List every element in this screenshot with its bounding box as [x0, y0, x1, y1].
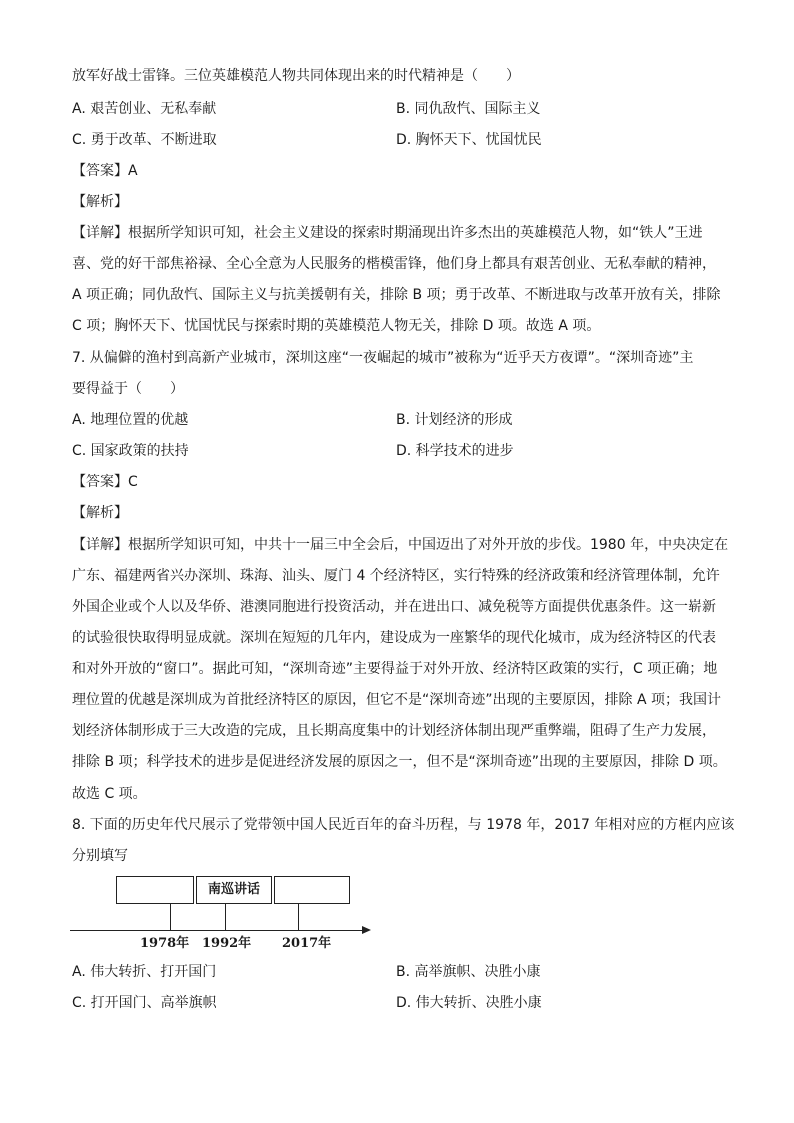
q6-detail-line: A 项正确；同仇敌忾、国际主义与抗美援朝有关，排除 B 项；勇于改革、不断进取与改革开放有关，排除: [72, 287, 721, 303]
timeline-blank-box-2017: [274, 876, 350, 904]
q7-detail-line: 广东、福建两省兴办深圳、珠海、汕头、厦门 4 个经济特区，实行特殊的经济政策和经济管理体制，允许: [72, 568, 720, 584]
q7-detail-line: 故选 C 项。: [72, 786, 147, 802]
q6-option-b: B. 同仇敌忾、国际主义: [396, 101, 541, 117]
question-8-stem: 8. 下面的历史年代尺展示了党带领中国人民近百年的奋斗历程，与 1978 年，2017 年相对应的方框内应该: [72, 817, 735, 833]
q6-analysis-heading: 【解析】: [72, 194, 128, 210]
q6-answer: 【答案】A: [72, 163, 138, 179]
q6-option-c: C. 勇于改革、不断进取: [72, 132, 217, 148]
timeline-year-label: 2017年: [282, 936, 332, 951]
q6-option-a: A. 艰苦创业、无私奉献: [72, 101, 217, 117]
timeline-arrow-icon: [362, 926, 371, 934]
q7-detail-line: 【详解】根据所学知识可知，中共十一届三中全会后，中国迈出了对外开放的步伐。1980 年，中央决定在: [72, 537, 729, 553]
q7-option-a: A. 地理位置的优越: [72, 412, 189, 428]
question-6-stem-tail: 放军好战士雷锋。三位英雄模范人物共同体现出来的时代精神是（ ）: [72, 68, 520, 84]
question-7-stem: 要得益于（ ）: [72, 381, 184, 397]
timeline-tick: [170, 904, 171, 930]
q7-detail-line: 排除 B 项；科学技术的进步是促进经济发展的原因之一，但不是“深圳奇迹”出现的主要原因，排除 D 项。: [72, 754, 727, 770]
q6-detail-line: C 项；胸怀天下、忧国忧民与探索时期的英雄模范人物无关，排除 D 项。故选 A 项。: [72, 318, 601, 334]
timeline-axis: [70, 930, 366, 931]
question-8-stem: 分别填写: [72, 848, 128, 864]
timeline-tick: [298, 904, 299, 930]
q8-option-d: D. 伟大转折、决胜小康: [396, 995, 542, 1011]
q7-option-c: C. 国家政策的扶持: [72, 443, 189, 459]
timeline-year-label: 1978年: [140, 936, 190, 951]
timeline-blank-box-1978: [116, 876, 194, 904]
q6-detail-line: 喜、党的好干部焦裕禄、全心全意为人民服务的楷模雷锋，他们身上都具有艰苦创业、无私奉献的精神，: [72, 256, 716, 272]
q6-option-d: D. 胸怀天下、忧国忧民: [396, 132, 542, 148]
q7-option-b: B. 计划经济的形成: [396, 412, 513, 428]
q7-detail-line: 的试验很快取得明显成就。深圳在短短的几年内，建设成为一座繁华的现代化城市，成为经济特区的代表: [72, 630, 716, 646]
timeline-tick: [225, 904, 226, 930]
q7-analysis-heading: 【解析】: [72, 505, 128, 521]
question-7-stem: 7. 从偏僻的渔村到高新产业城市，深圳这座“一夜崛起的城市”被称为“近乎天方夜谭”。“深圳奇迹”主: [72, 350, 694, 366]
q7-detail-line: 划经济体制形成于三大改造的完成，且长期高度集中的计划经济体制出现严重弊端，阻碍了生产力发展，: [72, 723, 716, 739]
q7-option-d: D. 科学技术的进步: [396, 443, 514, 459]
history-timeline: [70, 866, 380, 956]
q8-option-a: A. 伟大转折、打开国门: [72, 964, 217, 980]
q7-detail-line: 理位置的优越是深圳成为首批经济特区的原因，但它不是“深圳奇迹”出现的主要原因，排除 A 项；我国计: [72, 692, 721, 708]
q7-detail-line: 和对外开放的“窗口”。据此可知，“深圳奇迹”主要得益于对外开放、经济特区政策的实行，C 项正确；地: [72, 661, 718, 677]
q8-option-c: C. 打开国门、高举旗帜: [72, 995, 217, 1011]
q7-answer: 【答案】C: [72, 474, 138, 490]
timeline-year-label: 1992年: [202, 936, 252, 951]
q8-option-b: B. 高举旗帜、决胜小康: [396, 964, 541, 980]
q7-detail-line: 外国企业或个人以及华侨、港澳同胞进行投资活动，并在进出口、减免税等方面提供优惠条件。这一崭新: [72, 599, 716, 615]
q6-detail-line: 【详解】根据所学知识可知，社会主义建设的探索时期涌现出许多杰出的英雄模范人物，如“铁人”王进: [72, 225, 703, 241]
timeline-box-1992: 南巡讲话: [196, 876, 272, 904]
